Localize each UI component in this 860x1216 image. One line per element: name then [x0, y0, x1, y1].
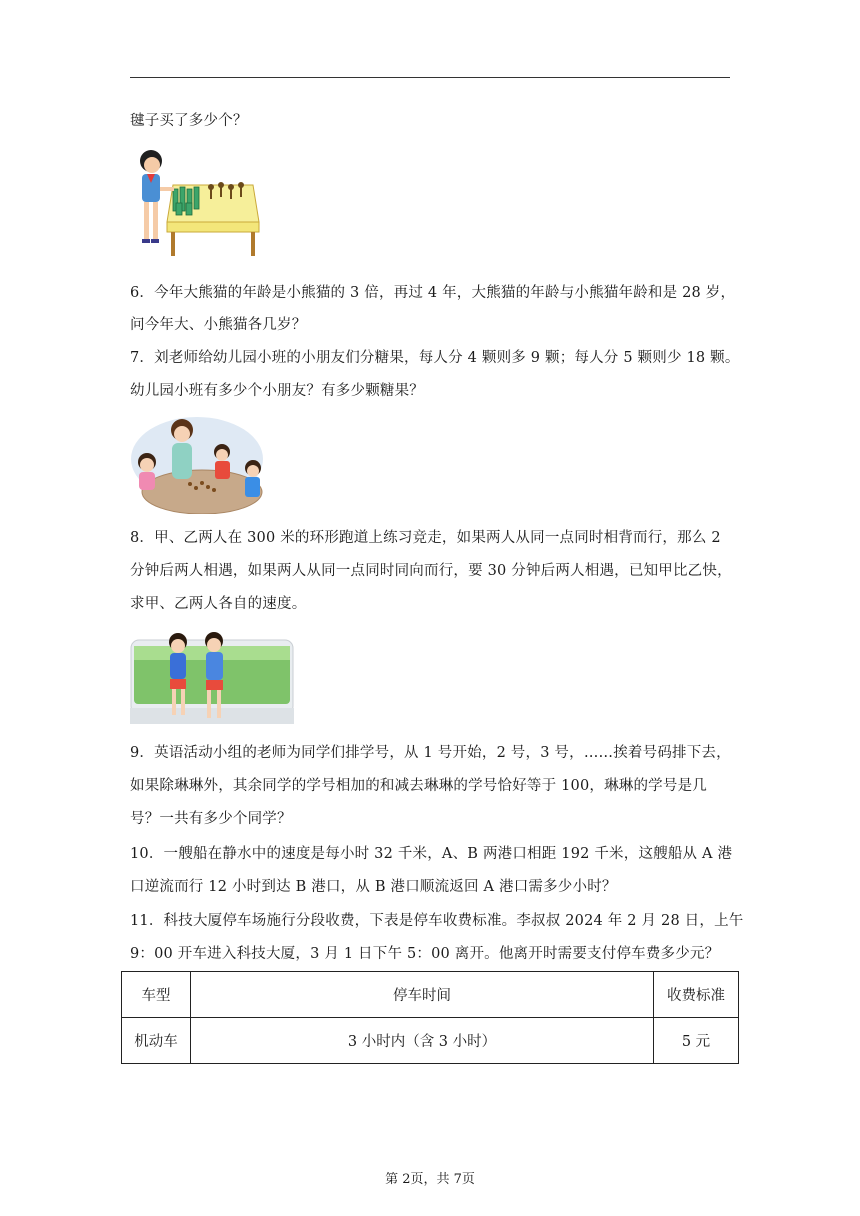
- q5-text-end: 毽子买了多少个？: [130, 113, 248, 129]
- question-7-line-1: 7．刘老师给幼儿园小班的小朋友们分糖果，每人分 4 颗则多 9 颗；每人分 5 颗则少 18 颗。: [130, 350, 740, 366]
- runners-illustration: [130, 632, 294, 724]
- shuttlecock-stall-illustration: [131, 147, 261, 259]
- table-cell: 5 元: [654, 1018, 739, 1064]
- question-7-line-2: 幼儿园小班有多少个小朋友？有多少颗糖果？: [130, 383, 424, 399]
- table-cell: 3 小时内（含 3 小时）: [191, 1018, 654, 1064]
- question-10-line-1: 10．一艘船在静水中的速度是每小时 32 千米，A、B 两港口相距 192 千米，这艘船从 A 港: [130, 846, 733, 862]
- table-cell: 机动车: [122, 1018, 191, 1064]
- question-9-line-2: 如果除琳琳外，其余同学的学号相加的和减去琳琳的学号恰好等于 100，琳琳的学号是几: [130, 778, 707, 794]
- table-header-cell: 车型: [122, 972, 191, 1018]
- header-rule: [130, 77, 730, 78]
- table-header-row: [122, 972, 739, 1018]
- page-footer: 第 2页，共 7页: [385, 1172, 475, 1187]
- question-9-line-1: 9．英语活动小组的老师为同学们排学号，从 1 号开始，2 号，3 号，……挨着号码排下去，: [130, 745, 731, 761]
- question-6-line-2: 问今年大、小熊猫各几岁？: [130, 317, 307, 333]
- question-11-line-1: 11．科技大厦停车场施行分段收费，下表是停车收费标准。李叔叔 2024 年 2 月 28 日，上午: [130, 913, 744, 929]
- question-9-line-3: 号？一共有多少个同学？: [130, 811, 292, 827]
- question-11-line-2: 9：00 开车进入科技大厦，3 月 1 日下午 5：00 离开。他离开时需要支付停车费多少元？: [130, 946, 720, 962]
- question-6-line-1: 6．今年大熊猫的年龄是小熊猫的 3 倍，再过 4 年，大熊猫的年龄与小熊猫年龄和是 28 岁，: [130, 285, 736, 301]
- table-header-cell: 停车时间: [191, 972, 654, 1018]
- table-header-cell: 收费标准: [654, 972, 739, 1018]
- question-8-line-3: 求甲、乙两人各自的速度。: [130, 596, 307, 612]
- parking-fee-table: [121, 971, 739, 1064]
- table-row: [122, 1018, 739, 1064]
- question-10-line-2: 口逆流而行 12 小时到达 B 港口，从 B 港口顺流返回 A 港口需多少小时？: [130, 879, 617, 895]
- question-8-line-2: 分钟后两人相遇，如果两人从同一点同时同向而行，要 30 分钟后两人相遇，已知甲比乙快，: [130, 563, 732, 579]
- teacher-children-illustration: [130, 414, 265, 514]
- question-8-line-1: 8．甲、乙两人在 300 米的环形跑道上练习竞走，如果两人从同一点同时相背而行，那么 2: [130, 530, 721, 546]
